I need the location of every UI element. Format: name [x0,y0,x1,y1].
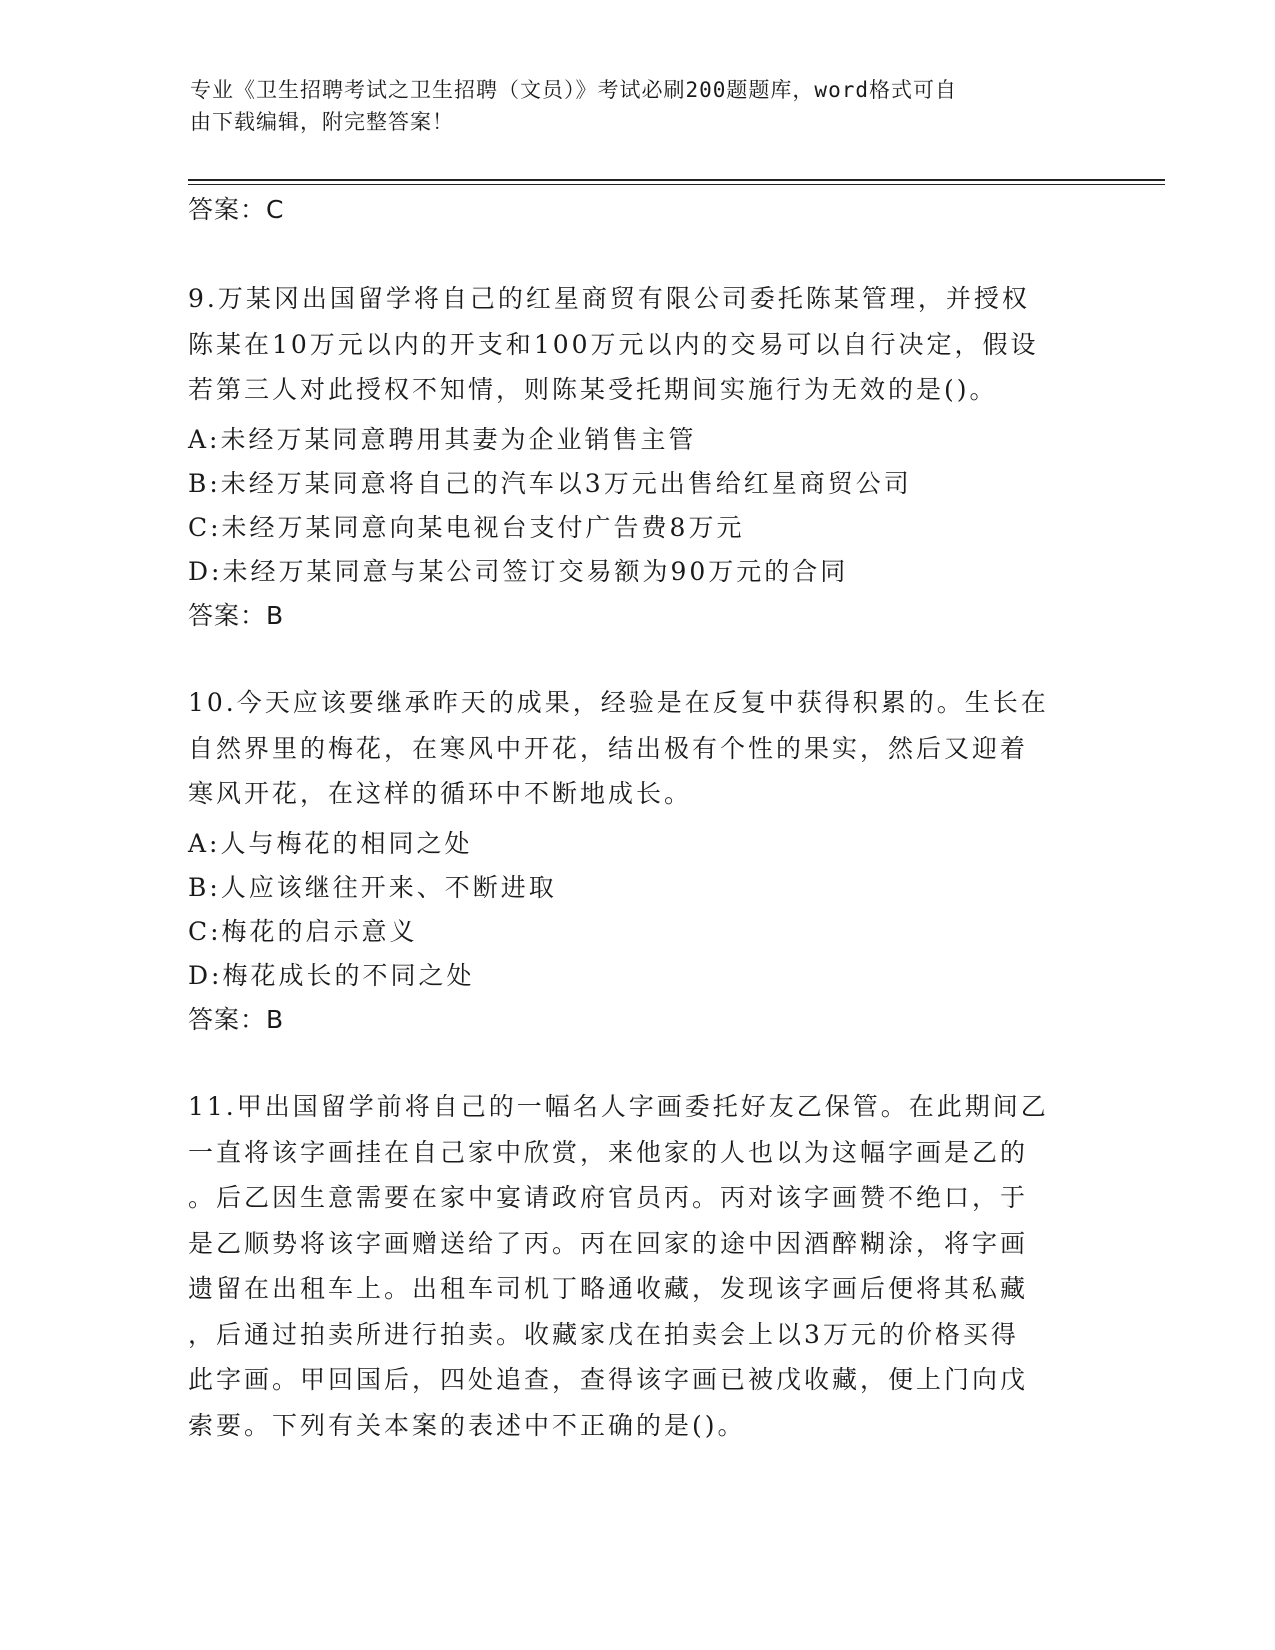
question-9-option-a: A:未经万某同意聘用其妻为企业销售主管 [188,425,697,454]
question-11-line-6: ，后通过拍卖所进行拍卖。收藏家戊在拍卖会上以3万元的价格买得 [188,1319,1019,1349]
question-11-line-8: 索要。下列有关本案的表述中不正确的是()。 [188,1410,746,1440]
question-10-option-c: C:梅花的启示意义 [188,917,418,946]
question-11-line-5: 遗留在出租车上。出租车司机丁略通收藏，发现该字画后便将其私藏 [188,1274,1029,1303]
question-10-line-3: 寒风开花，在这样的循环中不断地成长。 [188,779,693,808]
question-10-text [188,680,1088,817]
answer-q9: 答案：B [188,601,285,630]
answer-q10: 答案：B [188,1005,285,1034]
question-11-line-3: 。后乙因生意需要在家中宴请政府官员丙。丙对该字画赞不绝口，于 [188,1183,1029,1212]
question-11-line-1: 11.甲出国留学前将自己的一幅名人字画委托好友乙保管。在此期间乙 [188,1092,1049,1121]
question-9-option-d: D:未经万某同意与某公司签订交易额为90万元的合同 [188,557,849,586]
header-rule-thin [188,184,1165,185]
question-9-option-b: B:未经万某同意将自己的汽车以3万元出售给红星商贸公司 [188,469,912,498]
question-9-text [188,276,1088,413]
question-10-option-d: D:梅花成长的不同之处 [188,961,475,990]
question-10-line-2: 自然界里的梅花，在寒风中开花，结出极有个性的果实，然后又迎着 [188,733,1029,763]
question-9-line-1: 9.万某冈出国留学将自己的红星商贸有限公司委托陈某管理，并授权 [188,284,1030,313]
header-line-2: 由下载编辑，附完整答案！ [190,110,454,134]
page-header [190,74,1090,138]
question-11-line-7: 此字画。甲回国后，四处追查，查得该字画已被戊收藏，便上门向戊 [188,1365,1029,1394]
question-9-line-3: 若第三人对此授权不知情，则陈某受托期间实施行为无效的是()。 [188,375,998,404]
question-9-option-c: C:未经万某同意向某电视台支付广告费8万元 [188,513,745,542]
header-rule [188,179,1165,181]
question-10-option-a: A:人与梅花的相同之处 [188,829,473,858]
question-11-line-2: 一直将该字画挂在自己家中欣赏，来他家的人也以为这幅字画是乙的 [188,1137,1029,1167]
answer-q8: 答案：C [188,195,285,224]
question-11-line-4: 是乙顺势将该字画赠送给了丙。丙在回家的途中因酒醉糊涂，将字画 [188,1228,1029,1258]
question-10-option-b: B:人应该继往开来、不断进取 [188,873,557,902]
header-line-1: 专业《卫生招聘考试之卫生招聘（文员）》考试必刷200题题库，word格式可自 [190,78,957,102]
question-11-text [188,1084,1088,1448]
question-9-line-2: 陈某在10万元以内的开支和100万元以内的交易可以自行决定，假设 [188,329,1039,359]
question-10-line-1: 10.今天应该要继承昨天的成果，经验是在反复中获得积累的。生长在 [188,688,1049,717]
